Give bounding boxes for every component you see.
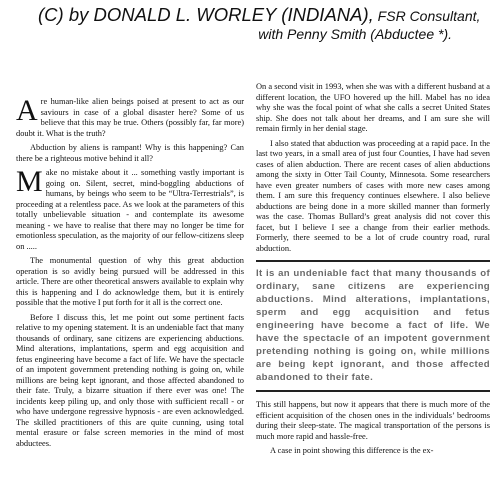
paragraph: Are human-like alien beings poised at present to act as our saviours in case of a global disaster here? Some of us believe that this may be true. Others (possibly far, far more) doubt it. What is the truth? [16,97,244,138]
paragraph: Make no mistake about it ... something vastly important is going on. Silent, secret, mind-boggling abductions of humans, by beings who seem to be “Ultra-Terrestrials”, is proceeding at a relentless pace. As we look at the parameters of this totally unbelievable situation - and contemplate its awesome meaning - we have to realise that there may no longer be time for emotionless speculation, as the majority of our fellow-citizens sleep on ..... [16,165,244,251]
drop-cap: M [16,165,43,198]
paragraph: This still happens, but now it appears that there is much more of the efficient acquisition of the chosen ones in the individuals’ bedrooms during their sleep-state. The magical transportation of the persons is much more rapid and hassle-free. [256,400,490,441]
byline-author: (C) by DONALD L. WORLEY (INDIANA), [38,4,374,25]
pull-quote-text: It is an undeniable fact that many thousands of ordinary, sane citizens are experiencing abductions. Mind alterations, implantations, sperm and egg acquisition and fetus engineering have become a fact of life. We have the spectacle of an impotent government pretending nothing is going on, while millions are being kept ignorant, and those affected abandoned to their fate. [256,268,490,383]
paragraph: A case in point showing this difference is the ex- [270,446,434,455]
left-column [16,97,244,500]
paragraph: Abduction by aliens is rampant! Why is this happening? Can there be a righteous motive behind it all? [16,143,244,163]
byline-role: FSR Consultant, [373,8,481,24]
drop-cap: A [16,97,38,127]
right-column [256,82,490,500]
paragraph: The monumental question of why this great abduction operation is so avidly being pursued will be addressed in this article. There are other theoretical answers available to explain why this is happening and I do acknowledge them, but it is entirely possible that the motive I put forth for it all is the correct one. [16,256,244,307]
paragraph: On a second visit in 1993, when she was with a different husband at a different location, the UFO hovered up the hill. Mabel has no idea why she was the focal point of what she calls a secret United States ship. She does not talk about her dreams, and I am sure she will remain firmly in her denial stage. [256,82,490,133]
paragraph: Before I discuss this, let me point out some pertinent facts relative to my opening statement. It is an undeniable fact that many thousands of ordinary, sane citizens are experiencing abductions. Mind alterations, implantations, sperm and egg acquisition and fetus engineering have become a fact of life. We have the spectacle of an impotent government pretending nothing is going on, while millions are being kept ignorant, and those affected abandoned to their fate. Truly, a bizarre situation if there ever was one! The incidents keep piling up, and only those with sufficient recall - or who have undergone regressive hypnosis - are even acknowledged. The skilled practitioners of this are quite cunning, using total mental erasure or false screen memories in the mind of most abductees. [16,312,244,448]
byline-coauthor: with Penny Smith (Abductee *). [258,26,452,42]
paragraph: I also stated that abduction was proceeding at a rapid pace. In the last two years, in a small area of just four Counties, I have had seven cases of alien abduction. There are recent cases of alien abductions among the sixty in Otter Tail County, Minnesota. Some researchers have even greater numbers of cases with more new cases among them. I am sure this frequency continues elsewhere. I also believe abductions are being done in a more skilled manner than formerly was the case. Thomas Bullard’s great analysis did not cover this facet, but I believe I see a change from their earlier methods. Formerly, there seemed to be a lot of crude country road, rural abduction. [256,138,490,253]
article-byline [38,4,481,27]
pull-quote [256,260,490,392]
